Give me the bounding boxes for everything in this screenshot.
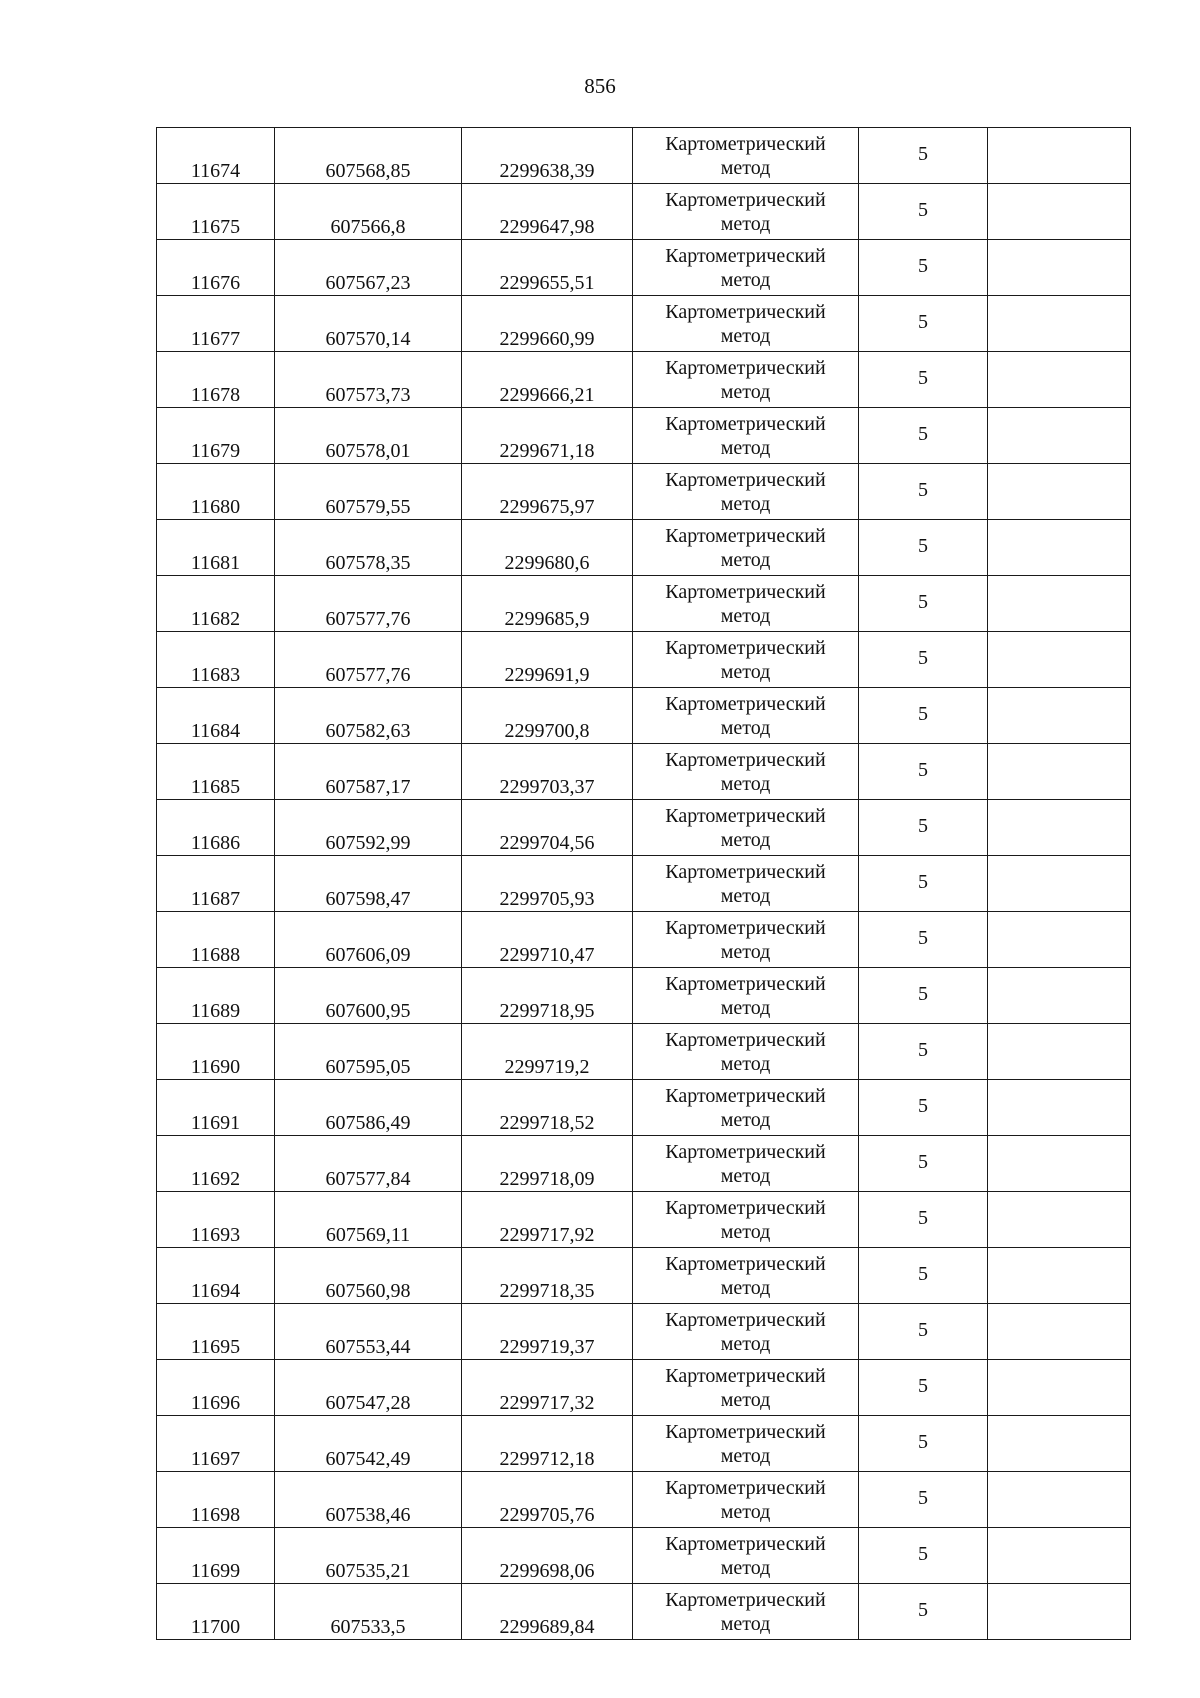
note-cell [988, 296, 1131, 352]
y-coordinate-cell: 2299719,2 [462, 1024, 633, 1080]
page-number: 856 [584, 74, 616, 98]
x-coordinate-cell: 607568,85 [275, 128, 462, 184]
coordinates-table [156, 127, 1131, 1640]
x-coordinate-cell: 607538,46 [275, 1472, 462, 1528]
note-cell [988, 520, 1131, 576]
method-text-line1: Картометрический [665, 1588, 826, 1611]
point-number-cell: 11700 [157, 1584, 275, 1640]
method-text-line1: Картометрический [665, 1028, 826, 1051]
method-cell [633, 1360, 859, 1416]
note-cell [988, 1136, 1131, 1192]
note-cell [988, 576, 1131, 632]
table-row [157, 688, 1131, 744]
method-text-line1: Картометрический [665, 188, 826, 211]
note-cell [988, 1192, 1131, 1248]
x-coordinate-cell: 607579,55 [275, 464, 462, 520]
accuracy-cell: 5 [859, 1080, 988, 1136]
method-cell [633, 1304, 859, 1360]
table-row [157, 1584, 1131, 1640]
point-number-cell: 11683 [157, 632, 275, 688]
point-number-cell: 11696 [157, 1360, 275, 1416]
y-coordinate-cell: 2299698,06 [462, 1528, 633, 1584]
y-coordinate-cell: 2299675,97 [462, 464, 633, 520]
method-text-line2: метод [720, 716, 771, 739]
method-text-line1: Картометрический [665, 580, 826, 603]
method-text-line2: метод [720, 212, 771, 235]
method-cell [633, 576, 859, 632]
x-coordinate-cell: 607578,35 [275, 520, 462, 576]
table-row [157, 576, 1131, 632]
method-text-line2: метод [720, 268, 771, 291]
method-cell [633, 408, 859, 464]
y-coordinate-cell: 2299705,93 [462, 856, 633, 912]
method-text-line2: метод [720, 1556, 771, 1579]
method-cell [633, 240, 859, 296]
accuracy-cell: 5 [859, 1248, 988, 1304]
method-text-line1: Картометрический [665, 1084, 826, 1107]
x-coordinate-cell: 607592,99 [275, 800, 462, 856]
table-row [157, 1360, 1131, 1416]
accuracy-cell: 5 [859, 464, 988, 520]
method-cell [633, 1080, 859, 1136]
accuracy-cell: 5 [859, 632, 988, 688]
x-coordinate-cell: 607569,11 [275, 1192, 462, 1248]
method-cell [633, 1528, 859, 1584]
x-coordinate-cell: 607566,8 [275, 184, 462, 240]
table-row [157, 184, 1131, 240]
table-row [157, 240, 1131, 296]
method-text-line2: метод [720, 828, 771, 851]
method-text-line2: метод [720, 660, 771, 683]
y-coordinate-cell: 2299718,95 [462, 968, 633, 1024]
accuracy-cell: 5 [859, 576, 988, 632]
accuracy-cell: 5 [859, 296, 988, 352]
point-number-cell: 11689 [157, 968, 275, 1024]
method-text-line1: Картометрический [665, 300, 826, 323]
y-coordinate-cell: 2299700,8 [462, 688, 633, 744]
note-cell [988, 856, 1131, 912]
point-number-cell: 11681 [157, 520, 275, 576]
accuracy-cell: 5 [859, 184, 988, 240]
note-cell [988, 128, 1131, 184]
y-coordinate-cell: 2299718,09 [462, 1136, 633, 1192]
method-text-line2: метод [720, 1220, 771, 1243]
note-cell [988, 800, 1131, 856]
point-number-cell: 11680 [157, 464, 275, 520]
y-coordinate-cell: 2299666,21 [462, 352, 633, 408]
table-row [157, 800, 1131, 856]
method-text-line2: метод [720, 604, 771, 627]
method-cell [633, 856, 859, 912]
point-number-cell: 11676 [157, 240, 275, 296]
table-row [157, 1136, 1131, 1192]
accuracy-cell: 5 [859, 1416, 988, 1472]
accuracy-cell: 5 [859, 1304, 988, 1360]
method-text-line2: метод [720, 436, 771, 459]
table-row [157, 744, 1131, 800]
table-row [157, 128, 1131, 184]
point-number-cell: 11691 [157, 1080, 275, 1136]
table-row [157, 968, 1131, 1024]
accuracy-cell: 5 [859, 688, 988, 744]
note-cell [988, 1024, 1131, 1080]
coordinates-table-body [157, 128, 1131, 1640]
table-row [157, 520, 1131, 576]
point-number-cell: 11682 [157, 576, 275, 632]
method-text-line1: Картометрический [665, 1308, 826, 1331]
method-text-line2: метод [720, 884, 771, 907]
y-coordinate-cell: 2299691,9 [462, 632, 633, 688]
point-number-cell: 11699 [157, 1528, 275, 1584]
accuracy-cell: 5 [859, 1360, 988, 1416]
method-cell [633, 1584, 859, 1640]
method-text-line2: метод [720, 1388, 771, 1411]
table-row [157, 352, 1131, 408]
point-number-cell: 11674 [157, 128, 275, 184]
accuracy-cell: 5 [859, 744, 988, 800]
y-coordinate-cell: 2299704,56 [462, 800, 633, 856]
table-row [157, 464, 1131, 520]
y-coordinate-cell: 2299705,76 [462, 1472, 633, 1528]
table-row [157, 1528, 1131, 1584]
y-coordinate-cell: 2299660,99 [462, 296, 633, 352]
accuracy-cell: 5 [859, 1136, 988, 1192]
y-coordinate-cell: 2299712,18 [462, 1416, 633, 1472]
accuracy-cell: 5 [859, 240, 988, 296]
method-cell [633, 1416, 859, 1472]
method-text-line2: метод [720, 380, 771, 403]
y-coordinate-cell: 2299689,84 [462, 1584, 633, 1640]
note-cell [988, 1584, 1131, 1640]
method-cell [633, 1136, 859, 1192]
accuracy-cell: 5 [859, 912, 988, 968]
method-text-line2: метод [720, 1052, 771, 1075]
y-coordinate-cell: 2299710,47 [462, 912, 633, 968]
table-row [157, 856, 1131, 912]
note-cell [988, 1080, 1131, 1136]
point-number-cell: 11686 [157, 800, 275, 856]
x-coordinate-cell: 607606,09 [275, 912, 462, 968]
note-cell [988, 688, 1131, 744]
method-cell [633, 744, 859, 800]
x-coordinate-cell: 607595,05 [275, 1024, 462, 1080]
y-coordinate-cell: 2299680,6 [462, 520, 633, 576]
y-coordinate-cell: 2299719,37 [462, 1304, 633, 1360]
note-cell [988, 968, 1131, 1024]
y-coordinate-cell: 2299685,9 [462, 576, 633, 632]
note-cell [988, 184, 1131, 240]
x-coordinate-cell: 607535,21 [275, 1528, 462, 1584]
method-text-line2: метод [720, 1164, 771, 1187]
method-text-line1: Картометрический [665, 1420, 826, 1443]
method-cell [633, 352, 859, 408]
method-text-line2: метод [720, 1108, 771, 1131]
point-number-cell: 11685 [157, 744, 275, 800]
method-text-line1: Картометрический [665, 412, 826, 435]
accuracy-cell: 5 [859, 1192, 988, 1248]
method-text-line1: Картометрический [665, 1364, 826, 1387]
method-text-line2: метод [720, 1500, 771, 1523]
note-cell [988, 912, 1131, 968]
y-coordinate-cell: 2299718,52 [462, 1080, 633, 1136]
method-text-line2: метод [720, 940, 771, 963]
x-coordinate-cell: 607570,14 [275, 296, 462, 352]
x-coordinate-cell: 607582,63 [275, 688, 462, 744]
method-text-line1: Картометрический [665, 524, 826, 547]
x-coordinate-cell: 607573,73 [275, 352, 462, 408]
method-text-line1: Картометрический [665, 692, 826, 715]
method-text-line2: метод [720, 1332, 771, 1355]
point-number-cell: 11692 [157, 1136, 275, 1192]
method-cell [633, 464, 859, 520]
note-cell [988, 744, 1131, 800]
method-text-line2: метод [720, 996, 771, 1019]
note-cell [988, 1360, 1131, 1416]
x-coordinate-cell: 607542,49 [275, 1416, 462, 1472]
method-text-line2: метод [720, 324, 771, 347]
point-number-cell: 11695 [157, 1304, 275, 1360]
x-coordinate-cell: 607577,84 [275, 1136, 462, 1192]
method-cell [633, 688, 859, 744]
accuracy-cell: 5 [859, 1584, 988, 1640]
method-text-line2: метод [720, 492, 771, 515]
method-cell [633, 912, 859, 968]
method-cell [633, 1192, 859, 1248]
note-cell [988, 240, 1131, 296]
table-row [157, 1248, 1131, 1304]
method-text-line2: метод [720, 772, 771, 795]
table-row [157, 408, 1131, 464]
method-text-line2: метод [720, 156, 771, 179]
y-coordinate-cell: 2299717,92 [462, 1192, 633, 1248]
method-text-line1: Картометрический [665, 1476, 826, 1499]
point-number-cell: 11678 [157, 352, 275, 408]
x-coordinate-cell: 607586,49 [275, 1080, 462, 1136]
note-cell [988, 1528, 1131, 1584]
point-number-cell: 11684 [157, 688, 275, 744]
x-coordinate-cell: 607577,76 [275, 632, 462, 688]
method-cell [633, 296, 859, 352]
accuracy-cell: 5 [859, 128, 988, 184]
method-cell [633, 1248, 859, 1304]
y-coordinate-cell: 2299671,18 [462, 408, 633, 464]
x-coordinate-cell: 607587,17 [275, 744, 462, 800]
table-row [157, 1472, 1131, 1528]
method-text-line2: метод [720, 1612, 771, 1635]
y-coordinate-cell: 2299647,98 [462, 184, 633, 240]
x-coordinate-cell: 607533,5 [275, 1584, 462, 1640]
method-text-line1: Картометрический [665, 1252, 826, 1275]
table-row [157, 1304, 1131, 1360]
table-row [157, 1080, 1131, 1136]
x-coordinate-cell: 607567,23 [275, 240, 462, 296]
method-text-line1: Картометрический [665, 1196, 826, 1219]
accuracy-cell: 5 [859, 352, 988, 408]
method-text-line1: Картометрический [665, 860, 826, 883]
point-number-cell: 11688 [157, 912, 275, 968]
method-text-line2: метод [720, 1444, 771, 1467]
method-text-line1: Картометрический [665, 636, 826, 659]
note-cell [988, 464, 1131, 520]
note-cell [988, 1416, 1131, 1472]
point-number-cell: 11693 [157, 1192, 275, 1248]
accuracy-cell: 5 [859, 1472, 988, 1528]
x-coordinate-cell: 607578,01 [275, 408, 462, 464]
method-cell [633, 1024, 859, 1080]
note-cell [988, 352, 1131, 408]
table-row [157, 296, 1131, 352]
point-number-cell: 11687 [157, 856, 275, 912]
table-row [157, 1024, 1131, 1080]
point-number-cell: 11677 [157, 296, 275, 352]
x-coordinate-cell: 607600,95 [275, 968, 462, 1024]
y-coordinate-cell: 2299717,32 [462, 1360, 633, 1416]
note-cell [988, 408, 1131, 464]
method-cell [633, 968, 859, 1024]
accuracy-cell: 5 [859, 968, 988, 1024]
x-coordinate-cell: 607598,47 [275, 856, 462, 912]
method-text-line1: Картометрический [665, 1532, 826, 1555]
table-row [157, 912, 1131, 968]
point-number-cell: 11697 [157, 1416, 275, 1472]
method-text-line1: Картометрический [665, 468, 826, 491]
point-number-cell: 11698 [157, 1472, 275, 1528]
method-text-line1: Картометрический [665, 1140, 826, 1163]
note-cell [988, 1472, 1131, 1528]
y-coordinate-cell: 2299703,37 [462, 744, 633, 800]
x-coordinate-cell: 607553,44 [275, 1304, 462, 1360]
accuracy-cell: 5 [859, 856, 988, 912]
accuracy-cell: 5 [859, 1528, 988, 1584]
accuracy-cell: 5 [859, 1024, 988, 1080]
x-coordinate-cell: 607547,28 [275, 1360, 462, 1416]
method-cell [633, 520, 859, 576]
x-coordinate-cell: 607577,76 [275, 576, 462, 632]
method-text-line1: Картометрический [665, 916, 826, 939]
note-cell [988, 632, 1131, 688]
table-row [157, 1416, 1131, 1472]
accuracy-cell: 5 [859, 408, 988, 464]
table-row [157, 1192, 1131, 1248]
point-number-cell: 11679 [157, 408, 275, 464]
method-cell [633, 128, 859, 184]
table-row [157, 632, 1131, 688]
method-text-line1: Картометрический [665, 356, 826, 379]
method-cell [633, 1472, 859, 1528]
method-text-line1: Картометрический [665, 804, 826, 827]
y-coordinate-cell: 2299655,51 [462, 240, 633, 296]
point-number-cell: 11675 [157, 184, 275, 240]
method-cell [633, 184, 859, 240]
point-number-cell: 11694 [157, 1248, 275, 1304]
method-text-line2: метод [720, 548, 771, 571]
accuracy-cell: 5 [859, 520, 988, 576]
accuracy-cell: 5 [859, 800, 988, 856]
method-text-line1: Картометрический [665, 972, 826, 995]
method-text-line1: Картометрический [665, 244, 826, 267]
method-cell [633, 632, 859, 688]
note-cell [988, 1248, 1131, 1304]
y-coordinate-cell: 2299638,39 [462, 128, 633, 184]
point-number-cell: 11690 [157, 1024, 275, 1080]
method-text-line1: Картометрический [665, 748, 826, 771]
y-coordinate-cell: 2299718,35 [462, 1248, 633, 1304]
method-text-line1: Картометрический [665, 132, 826, 155]
note-cell [988, 1304, 1131, 1360]
x-coordinate-cell: 607560,98 [275, 1248, 462, 1304]
method-text-line2: метод [720, 1276, 771, 1299]
method-cell [633, 800, 859, 856]
